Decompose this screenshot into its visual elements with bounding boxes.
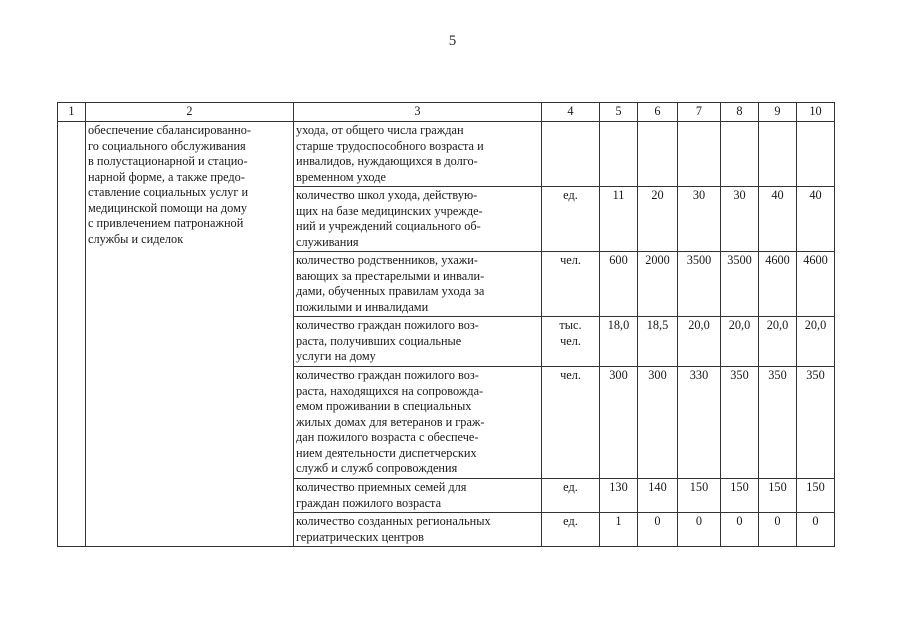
page-number: 5 — [448, 33, 457, 49]
column-header: 4 — [542, 103, 600, 122]
unit-cell: тыс. чел. — [542, 317, 600, 367]
value-cell: 300 — [638, 367, 678, 479]
column-header: 7 — [678, 103, 721, 122]
table-header-row — [58, 103, 835, 122]
value-cell: 0 — [759, 513, 797, 547]
value-cell: 600 — [600, 252, 638, 317]
value-cell: 0 — [721, 513, 759, 547]
unit-cell: чел. — [542, 367, 600, 479]
indicator-cell: количество граждан пожилого воз- раста, получивших социальные услуги на дому — [294, 317, 542, 367]
value-cell: 1 — [600, 513, 638, 547]
unit-cell: ед. — [542, 513, 600, 547]
indicator-cell: количество созданных региональных гериатрических центров — [294, 513, 542, 547]
objective-cell: обеспечение сбалансированно- го социального обслуживания в полустационарной и стацио- нарной форме, а также предо- ставление социальных услуг и медицинской помощи на дому с привлечением патронажной службы и сиделок — [86, 122, 294, 547]
value-cell: 150 — [797, 479, 835, 513]
value-cell: 3500 — [678, 252, 721, 317]
value-cell: 40 — [759, 187, 797, 252]
row-number-cell — [58, 122, 86, 547]
column-header: 1 — [58, 103, 86, 122]
value-cell: 150 — [759, 479, 797, 513]
value-cell: 4600 — [759, 252, 797, 317]
column-header: 2 — [86, 103, 294, 122]
indicator-cell: ухода, от общего числа граждан старше трудоспособного возраста и инвалидов, нуждающихся в долго- временном уходе — [294, 122, 542, 187]
value-cell: 20,0 — [721, 317, 759, 367]
indicator-cell: количество приемных семей для граждан пожилого возраста — [294, 479, 542, 513]
value-cell: 0 — [797, 513, 835, 547]
column-header: 10 — [797, 103, 835, 122]
column-header: 6 — [638, 103, 678, 122]
value-cell — [721, 122, 759, 187]
value-cell: 330 — [678, 367, 721, 479]
value-cell — [797, 122, 835, 187]
table-row — [58, 122, 835, 187]
value-cell — [638, 122, 678, 187]
unit-cell: ед. — [542, 479, 600, 513]
value-cell: 30 — [678, 187, 721, 252]
column-header: 8 — [721, 103, 759, 122]
value-cell: 11 — [600, 187, 638, 252]
value-cell: 130 — [600, 479, 638, 513]
value-cell: 4600 — [797, 252, 835, 317]
value-cell: 20,0 — [759, 317, 797, 367]
column-header: 9 — [759, 103, 797, 122]
value-cell: 350 — [721, 367, 759, 479]
value-cell — [678, 122, 721, 187]
value-cell — [600, 122, 638, 187]
value-cell: 3500 — [721, 252, 759, 317]
value-cell: 350 — [759, 367, 797, 479]
value-cell: 18,0 — [600, 317, 638, 367]
value-cell: 300 — [600, 367, 638, 479]
value-cell: 140 — [638, 479, 678, 513]
value-cell: 30 — [721, 187, 759, 252]
value-cell: 0 — [678, 513, 721, 547]
value-cell: 350 — [797, 367, 835, 479]
value-cell: 18,5 — [638, 317, 678, 367]
column-header: 5 — [600, 103, 638, 122]
value-cell: 150 — [678, 479, 721, 513]
indicator-cell: количество родственников, ухажи- вающих за престарелыми и инвали- дами, обученных правилам ухода за пожилыми и инвалидами — [294, 252, 542, 317]
indicators-table — [57, 102, 835, 547]
value-cell: 40 — [797, 187, 835, 252]
value-cell: 20,0 — [797, 317, 835, 367]
indicator-cell: количество школ ухода, действую- щих на базе медицинских учрежде- ний и учреждений социального об- служивания — [294, 187, 542, 252]
value-cell: 20 — [638, 187, 678, 252]
unit-cell: чел. — [542, 252, 600, 317]
value-cell: 20,0 — [678, 317, 721, 367]
value-cell — [759, 122, 797, 187]
value-cell: 150 — [721, 479, 759, 513]
indicator-cell: количество граждан пожилого воз- раста, находящихся на сопровожда- емом проживании в специальных жилых домах для ветеранов и граж- дан пожилого возраста с обеспече- нием деятельности диспетчерских служб и служб сопровождения — [294, 367, 542, 479]
unit-cell: ед. — [542, 187, 600, 252]
value-cell: 2000 — [638, 252, 678, 317]
unit-cell — [542, 122, 600, 187]
column-header: 3 — [294, 103, 542, 122]
value-cell: 0 — [638, 513, 678, 547]
